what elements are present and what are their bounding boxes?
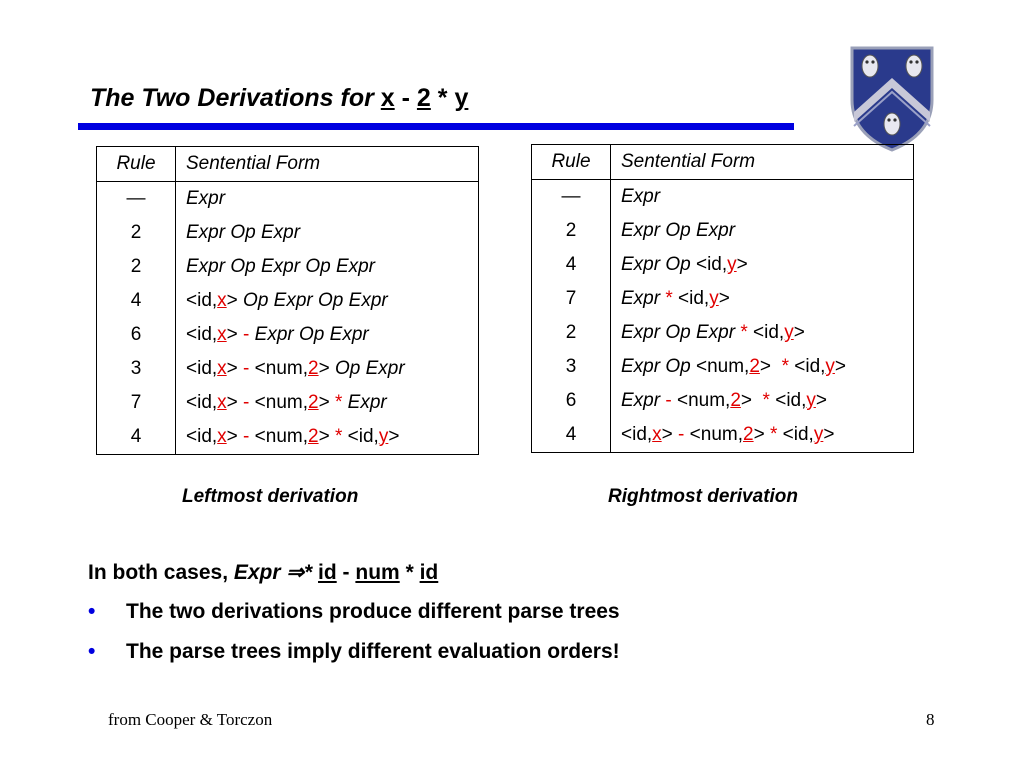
form-segment: <num, (254, 358, 309, 379)
table-row (532, 282, 914, 316)
form-segment: <num, (254, 426, 309, 447)
sentential-form (611, 384, 914, 418)
sentential-form (611, 180, 914, 215)
form-segment: y (813, 424, 824, 445)
form-segment: * (764, 424, 783, 445)
table-row (532, 350, 914, 384)
form-segment: Expr (621, 186, 661, 207)
table-row (97, 386, 479, 420)
form-segment: Expr (621, 390, 661, 411)
sentential-form (176, 420, 479, 455)
summary-id1: id (318, 561, 337, 584)
sentential-form (611, 282, 914, 316)
form-segment: <id, (695, 254, 728, 275)
title-prefix: The Two Derivations for (90, 84, 374, 112)
form-segment: - (237, 392, 255, 413)
form-segment: > (318, 392, 330, 413)
title-y: y (454, 84, 469, 112)
form-segment: <id, (186, 358, 218, 379)
rule-number: 2 (532, 214, 611, 248)
form-segment: > (388, 426, 400, 447)
form-segment: - (237, 324, 255, 345)
form-segment: > (226, 426, 238, 447)
title-minus: - (401, 84, 410, 112)
sentential-form (176, 352, 479, 386)
form-segment: - (660, 390, 677, 411)
form-segment: > (718, 288, 730, 309)
rule-number: 6 (97, 318, 176, 352)
rule-number: 7 (97, 386, 176, 420)
form-segment: 2 (308, 358, 319, 379)
crest-icon (846, 42, 938, 154)
form-segment: Expr (347, 392, 387, 413)
form-segment: <id, (753, 322, 785, 343)
form-segment: <id, (775, 390, 807, 411)
form-segment: > (226, 358, 238, 379)
form-segment: <id, (186, 392, 218, 413)
form-segment: > (736, 254, 748, 275)
form-segment: * (752, 390, 776, 411)
table-row (532, 180, 914, 215)
header-sentential-form: Sentential Form (611, 145, 914, 180)
table-row (532, 316, 914, 350)
form-segment: > (226, 290, 238, 311)
rule-number: 7 (532, 282, 611, 316)
form-segment: > (740, 390, 752, 411)
bullet-dot-icon: • (88, 640, 96, 663)
form-segment: > (661, 424, 673, 445)
form-segment: > (318, 358, 330, 379)
rule-number: 4 (532, 418, 611, 453)
rightmost-caption: Rightmost derivation (608, 486, 799, 507)
table-row (97, 420, 479, 455)
form-segment: Expr (186, 188, 226, 209)
form-segment: <id, (347, 426, 379, 447)
form-segment: 2 (308, 426, 319, 447)
table-row (97, 284, 479, 318)
footer-source: from Cooper & Torczon (108, 710, 273, 729)
summary-line (88, 560, 438, 585)
bullet-dot-icon: • (88, 600, 96, 623)
sentential-form (611, 418, 914, 453)
summary-minus: - (342, 561, 350, 584)
bullet-item (88, 600, 620, 624)
slide-title (90, 84, 468, 113)
sentential-form (611, 248, 914, 282)
rule-number: 4 (97, 284, 176, 318)
form-segment: - (672, 424, 690, 445)
form-segment: <id, (678, 288, 710, 309)
form-segment: * (329, 392, 348, 413)
summary-num: num (355, 561, 400, 584)
rule-number: 2 (97, 216, 176, 250)
table-row (97, 182, 479, 217)
form-segment: x (217, 358, 227, 379)
form-segment: y (825, 356, 835, 377)
bullet-text: The two derivations produce different parse trees (126, 600, 620, 623)
title-2: 2 (416, 84, 431, 112)
header-rule: Rule (97, 147, 176, 182)
table-row (532, 418, 914, 453)
form-segment: - (237, 426, 255, 447)
header-rule: Rule (532, 145, 611, 180)
bullet-text: The parse trees imply different evaluation orders! (126, 640, 620, 663)
form-segment: Expr Op Expr (621, 220, 736, 241)
form-segment: <num, (689, 424, 744, 445)
form-segment: > (226, 392, 238, 413)
form-segment: * (665, 288, 679, 309)
sentential-form (176, 386, 479, 420)
form-segment: > (834, 356, 847, 377)
rule-number: 2 (97, 250, 176, 284)
title-star: * (437, 84, 448, 112)
form-segment: y (784, 322, 794, 343)
leftmost-caption: Leftmost derivation (182, 486, 359, 507)
form-segment: Op Expr (329, 358, 405, 379)
form-segment: Expr Op (621, 254, 696, 275)
title-x: x (380, 84, 395, 112)
form-segment: > (823, 424, 835, 445)
form-segment: <num, (676, 390, 731, 411)
form-segment: <id, (621, 424, 653, 445)
table-header-row (97, 147, 479, 182)
leftmost-derivation-table (96, 146, 479, 455)
rule-number: 3 (97, 352, 176, 386)
title-underline-bar (78, 123, 794, 130)
sentential-form (176, 318, 479, 352)
table-row (532, 384, 914, 418)
form-segment: Expr (621, 288, 666, 309)
form-segment: 2 (743, 424, 754, 445)
form-segment: > (793, 322, 805, 343)
form-segment: - (237, 358, 255, 379)
form-segment: > (753, 424, 765, 445)
form-segment: y (806, 390, 816, 411)
sentential-form (611, 316, 914, 350)
sentential-form (611, 350, 914, 384)
form-segment: Expr Op (621, 356, 696, 377)
form-segment: <num, (254, 392, 309, 413)
form-segment: 2 (730, 390, 741, 411)
form-segment: x (217, 324, 227, 345)
summary-expr: Expr (233, 561, 281, 584)
form-segment: > (759, 356, 772, 377)
rule-number: — (97, 182, 176, 217)
form-segment: Expr Op Expr (186, 222, 301, 243)
sentential-form (176, 250, 479, 284)
form-segment: <id, (186, 290, 218, 311)
form-segment: Op Expr Op Expr (237, 290, 388, 311)
rule-number: 6 (532, 384, 611, 418)
form-segment: > (318, 426, 330, 447)
form-segment: Expr Op Expr (254, 324, 369, 345)
rule-number: — (532, 180, 611, 215)
form-segment: y (727, 254, 737, 275)
table-row (97, 250, 479, 284)
sentential-form (176, 216, 479, 250)
form-segment: y (709, 288, 719, 309)
table-row (97, 318, 479, 352)
summary-lead: In both cases, (88, 561, 234, 584)
bullet-item (88, 640, 620, 664)
form-segment: Expr Op Expr Op Expr (186, 256, 376, 277)
derives-arrow: ⇒* (286, 561, 313, 584)
form-segment: > (226, 324, 238, 345)
sentential-form (611, 214, 914, 248)
form-segment: * (329, 426, 348, 447)
summary-id2: id (419, 561, 439, 584)
form-segment: > (815, 390, 828, 411)
page-number: 8 (926, 710, 935, 729)
form-segment: x (652, 424, 662, 445)
form-segment: Expr Op Expr (621, 322, 741, 343)
form-segment: y (378, 426, 389, 447)
summary-star: * (405, 561, 414, 584)
rightmost-derivation-table (531, 144, 914, 453)
table-header-row (532, 145, 914, 180)
form-segment: x (217, 426, 227, 447)
form-segment: <id, (794, 356, 826, 377)
form-segment: 2 (749, 356, 760, 377)
form-segment: x (217, 290, 227, 311)
rule-number: 2 (532, 316, 611, 350)
form-segment: <id, (782, 424, 814, 445)
rule-number: 4 (97, 420, 176, 455)
sentential-form (176, 284, 479, 318)
form-segment: <id, (186, 426, 218, 447)
form-segment: 2 (308, 392, 319, 413)
rule-number: 3 (532, 350, 611, 384)
form-segment: <num, (695, 356, 750, 377)
form-segment: * (771, 356, 795, 377)
table-row (532, 214, 914, 248)
form-segment: x (217, 392, 227, 413)
table-row (97, 352, 479, 386)
form-segment: * (740, 322, 754, 343)
table-row (532, 248, 914, 282)
table-row (97, 216, 479, 250)
sentential-form (176, 182, 479, 217)
form-segment: <id, (186, 324, 218, 345)
header-sentential-form: Sentential Form (176, 147, 479, 182)
rule-number: 4 (532, 248, 611, 282)
